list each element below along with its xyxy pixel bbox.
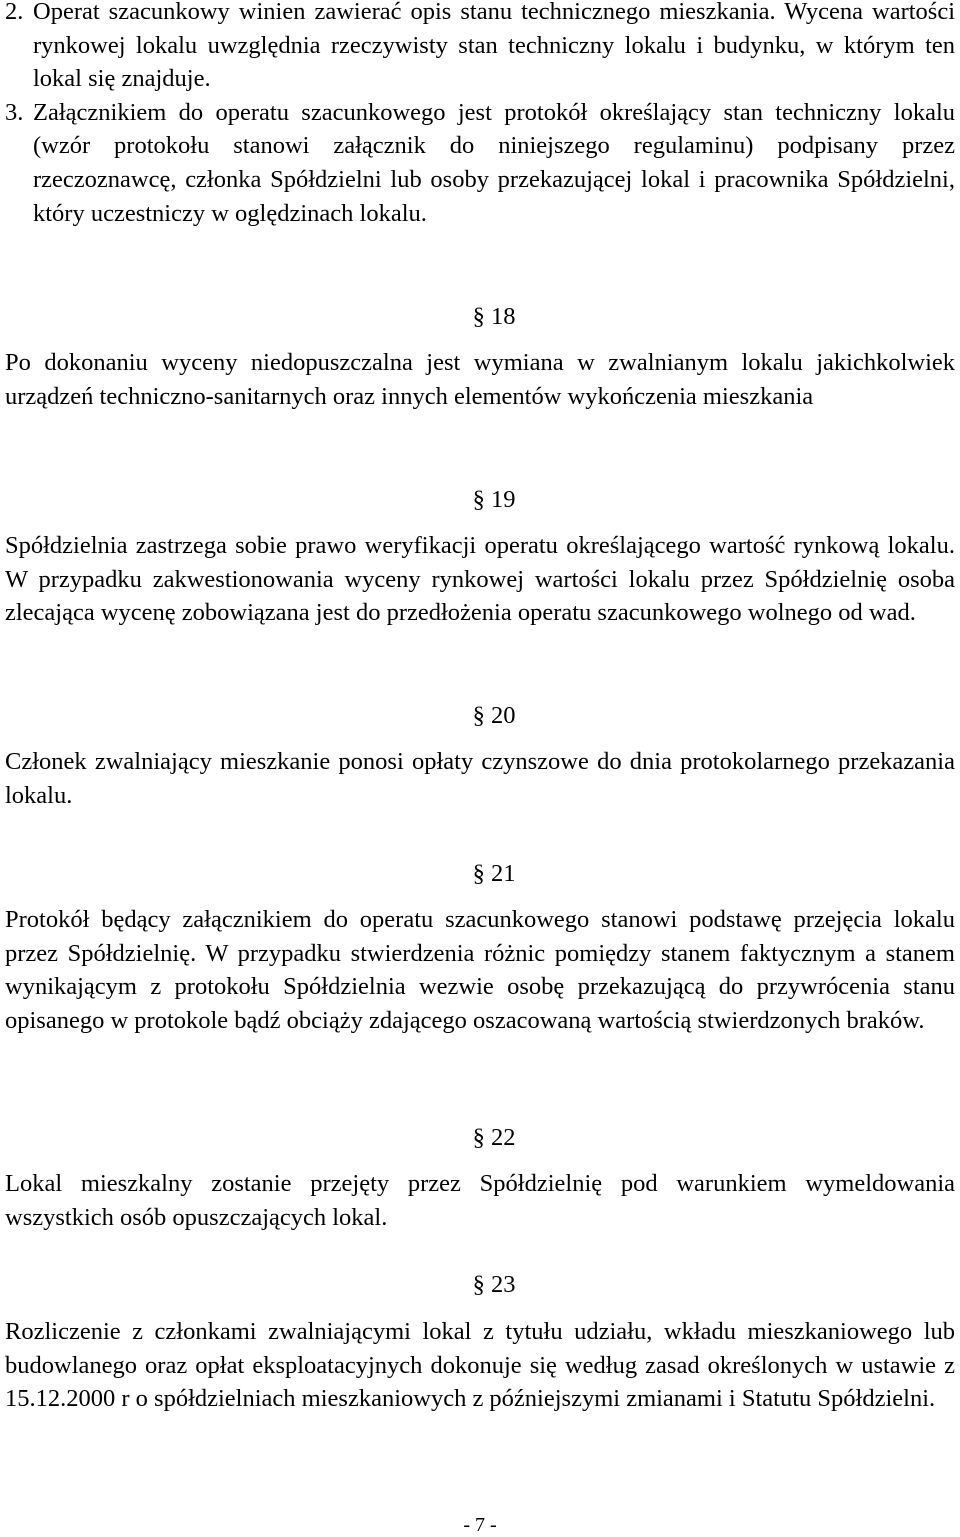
section-heading [0, 1268, 960, 1302]
section-heading [0, 1121, 960, 1155]
section-heading-label: § 21 [472, 860, 516, 887]
section-heading-label: § 19 [472, 486, 516, 513]
section-heading [0, 300, 960, 334]
section-heading-label: § 18 [472, 303, 516, 330]
section-heading-label: § 20 [472, 702, 516, 729]
section-heading-label: § 22 [472, 1124, 516, 1151]
section-paragraph: Lokal mieszkalny zostanie przejęty przez Spółdzielnię pod warunkiem wymeldowania wszystkich osób opuszczających lokal. [5, 1170, 955, 1231]
list-item [5, 96, 955, 230]
list-item-text: Operat szacunkowy winien zawierać opis stanu technicznego mieszkania. Wycena wartości rynkowej lokalu uwzględnia rzeczywisty stan techniczny lokalu i budynku, w którym ten lokal się znajduje. [33, 0, 955, 93]
list-item-number: 3. [5, 98, 24, 126]
section-heading-label: § 23 [472, 1271, 516, 1298]
page-number: - 7 - [463, 1514, 497, 1536]
section-paragraph: Członek zwalniający mieszkanie ponosi opłaty czynszowe do dnia protokolarnego przekazania lokalu. [5, 748, 955, 809]
section-paragraph: Rozliczenie z członkami zwalniającymi lokal z tytułu udziału, wkładu mieszkaniowego lub budowlanego oraz opłat eksploatacyjnych dokonuje się według zasad określonych w ustawie z 15.12.2000 r o spółdzielniach mieszkaniowych z późniejszymi zmianami i Statutu Spółdzielni. [5, 1318, 955, 1413]
section-paragraph: Po dokonaniu wyceny niedopuszczalna jest wymiana w zwalnianym lokalu jakichkolwiek urządzeń techniczno-sanitarnych oraz innych elementów wykończenia mieszkania [5, 349, 955, 410]
section-heading [0, 699, 960, 733]
section-heading [0, 857, 960, 891]
numbered-list [5, 0, 955, 230]
section-heading [0, 483, 960, 517]
list-item [5, 0, 955, 96]
list-item-text: Załącznikiem do operatu szacunkowego jest protokół określający stan techniczny lokalu (wzór protokołu stanowi załącznik do niniejszego regulaminu) podpisany przez rzeczoznawcę, członka Spółdzielni lub osoby przekazującej lokal i pracownika Spółdzielni, który uczestniczy w oględzinach lokalu. [33, 98, 955, 227]
list-item-number: 2. [5, 0, 24, 25]
section-paragraph: Spółdzielnia zastrzega sobie prawo weryfikacji operatu określającego wartość rynkową lokalu. W przypadku zakwestionowania wyceny rynkowej wartości lokalu przez Spółdzielnię osoba zlecająca wycenę zobowiązana jest do przedłożenia operatu szacunkowego wolnego od wad. [5, 532, 955, 627]
section-paragraph: Protokół będący załącznikiem do operatu szacunkowego stanowi podstawę przejęcia lokalu przez Spółdzielnię. W przypadku stwierdzenia różnic pomiędzy stanem faktycznym a stanem wynikającym z protokołu Spółdzielnia wezwie osobę przekazującą do przywrócenia stanu opisanego w protokole bądź obciąży zdającego oszacowaną wartością stwierdzonych braków. [5, 906, 955, 1034]
